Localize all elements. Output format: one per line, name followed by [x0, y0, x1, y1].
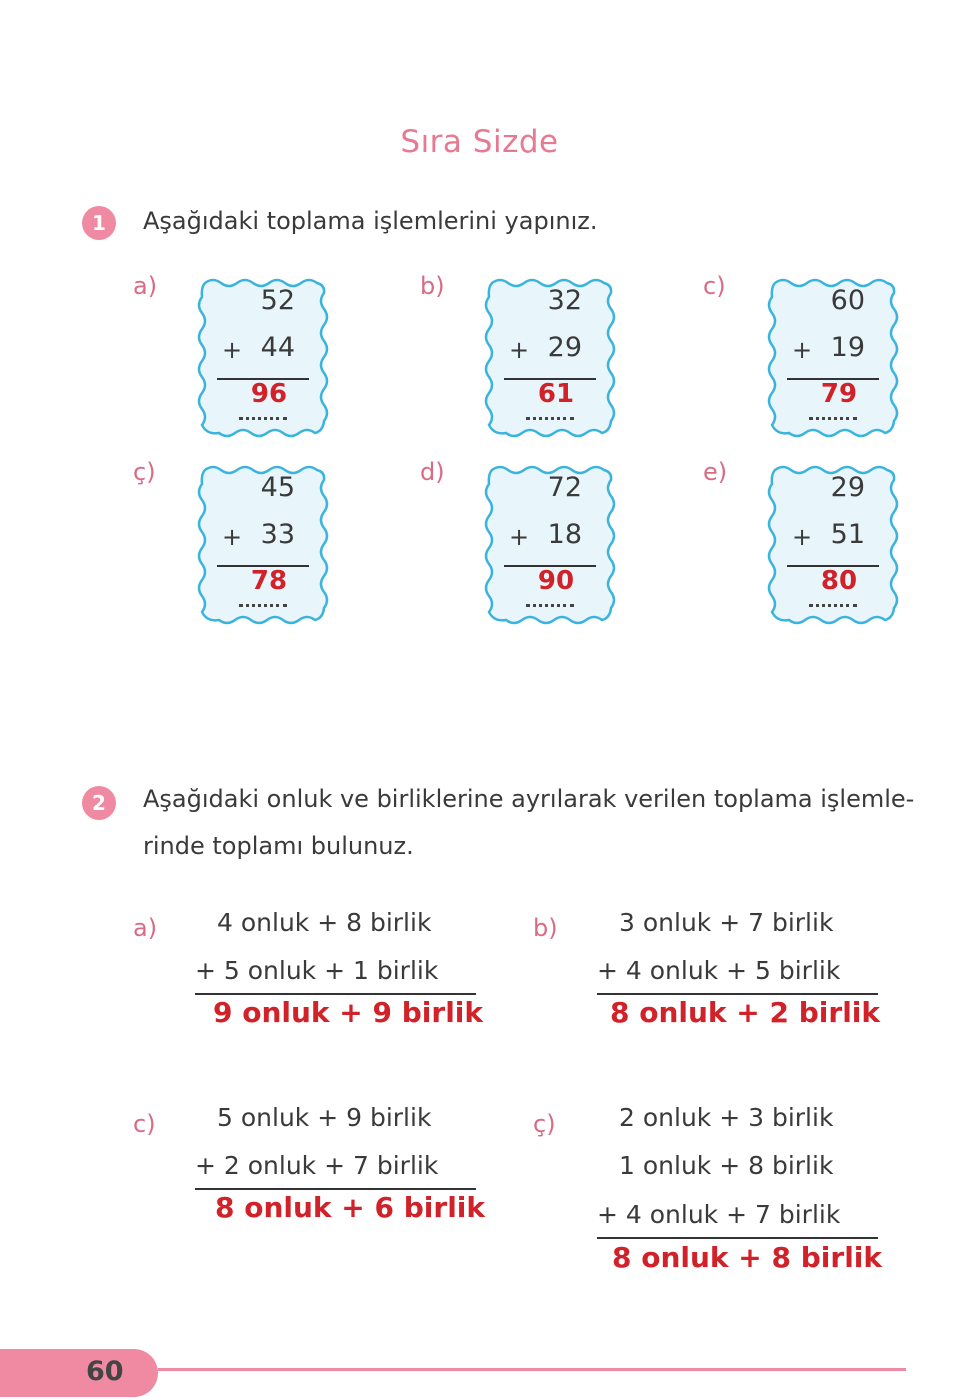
answer: 96 [250, 379, 288, 409]
question-2-number-badge: 2 [82, 786, 116, 820]
addend-row: + 2 onluk + 7 birlik [195, 1151, 439, 1180]
answer: 61 [537, 379, 575, 409]
question-2-text-line-2: rinde toplamı bulunuz. [143, 832, 414, 860]
addend-row: 2 onluk + 3 birlik [619, 1103, 834, 1132]
answer-dots [526, 414, 574, 420]
result: 8 onluk + 6 birlik [215, 1191, 486, 1224]
q1-box-b [482, 275, 618, 441]
answer: 79 [820, 379, 858, 409]
addend-row: + 4 onluk + 5 birlik [597, 956, 841, 985]
result: 9 onluk + 9 birlik [213, 996, 484, 1029]
sum-line [597, 993, 878, 995]
q2-label-c: c) [133, 1110, 156, 1138]
addend-row: + 4 onluk + 7 birlik [597, 1200, 841, 1229]
q1-label-d: d) [420, 458, 445, 486]
q1-label-c-cedilla: ç) [133, 458, 156, 486]
q2-label-b: b) [533, 914, 558, 942]
plus-sign: + [509, 336, 530, 364]
sum-line [597, 1237, 878, 1239]
addend-row: + 5 onluk + 1 birlik [195, 956, 439, 985]
answer-dots [239, 414, 287, 420]
q2-label-c-cedilla: ç) [533, 1110, 556, 1138]
addend-2: 44 [260, 332, 295, 363]
addend-1: 32 [547, 285, 582, 316]
addend-row: 4 onluk + 8 birlik [217, 908, 432, 937]
addend-1: 60 [830, 285, 865, 316]
q1-box-c [765, 275, 901, 441]
plus-sign: + [509, 523, 530, 551]
addend-2: 51 [830, 519, 865, 550]
page-number-tab [0, 1349, 158, 1397]
q1-label-e: e) [703, 458, 728, 486]
answer-dots [809, 414, 857, 420]
footer-rule [158, 1368, 906, 1371]
addend-row: 1 onluk + 8 birlik [619, 1151, 834, 1180]
page-number: 60 [86, 1356, 124, 1387]
q1-label-b: b) [420, 272, 445, 300]
question-1-number-badge: 1 [82, 206, 116, 240]
answer: 90 [537, 566, 575, 596]
addend-1: 52 [260, 285, 295, 316]
answer: 80 [820, 566, 858, 596]
addend-2: 18 [547, 519, 582, 550]
answer-dots [526, 601, 574, 607]
q1-label-c: c) [703, 272, 726, 300]
addend-2: 19 [830, 332, 865, 363]
answer-dots [239, 601, 287, 607]
addend-2: 33 [260, 519, 295, 550]
plus-sign: + [222, 523, 243, 551]
answer: 78 [250, 566, 288, 596]
addend-1: 72 [547, 472, 582, 503]
result: 8 onluk + 8 birlik [612, 1241, 883, 1274]
question-2-text-line-1: Aşağıdaki onluk ve birliklerine ayrılarak verilen toplama işlemle- [143, 785, 915, 813]
addend-2: 29 [547, 332, 582, 363]
addend-row: 3 onluk + 7 birlik [619, 908, 834, 937]
q1-box-c-cedilla [195, 462, 331, 628]
q1-box-d [482, 462, 618, 628]
question-1-text: Aşağıdaki toplama işlemlerini yapınız. [143, 207, 598, 235]
answer-dots [809, 601, 857, 607]
q1-box-a [195, 275, 331, 441]
result: 8 onluk + 2 birlik [610, 996, 881, 1029]
addend-1: 29 [830, 472, 865, 503]
addend-1: 45 [260, 472, 295, 503]
q1-label-a: a) [133, 272, 158, 300]
sum-line [195, 1188, 476, 1190]
addend-row: 5 onluk + 9 birlik [217, 1103, 432, 1132]
q1-box-e [765, 462, 901, 628]
plus-sign: + [222, 336, 243, 364]
plus-sign: + [792, 523, 813, 551]
q2-label-a: a) [133, 914, 158, 942]
page-title: Sıra Sizde [400, 124, 559, 160]
plus-sign: + [792, 336, 813, 364]
sum-line [195, 993, 476, 995]
